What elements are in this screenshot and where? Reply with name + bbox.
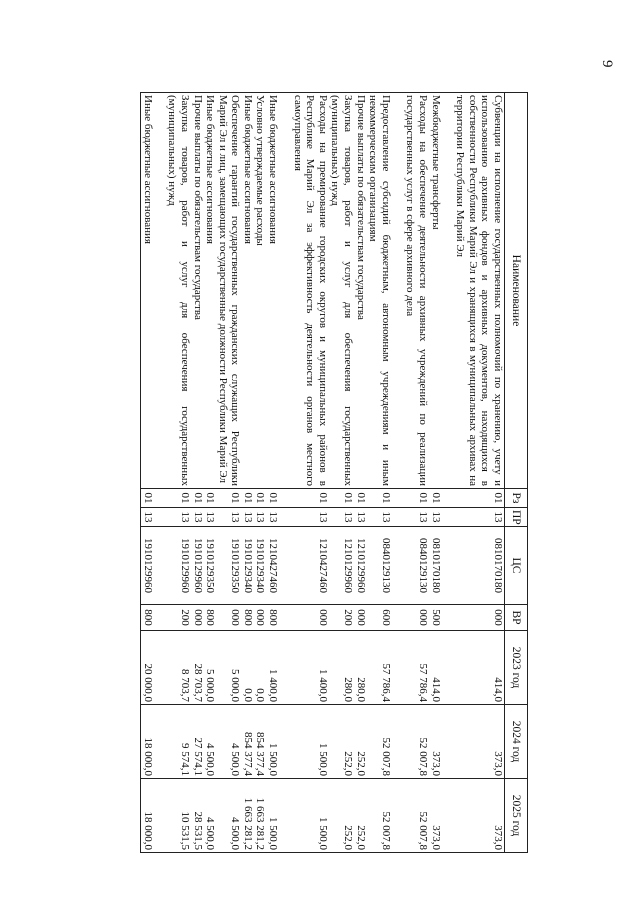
spacer-cell <box>392 631 404 705</box>
row-cs: 1210129960 <box>354 527 367 605</box>
row-pr: 13 <box>166 508 191 527</box>
row-value-2023: 414,0 <box>454 631 505 705</box>
row-name: Обеспечение гарантий государственных гражданских служащих Республики Марий Эл и лиц, замещающих государственные должности Республики Марий Эл <box>216 93 241 489</box>
row-spacer <box>279 93 291 853</box>
row-cs: 1910129350 <box>216 527 241 605</box>
row-value-2023: 1 400,0 <box>267 631 280 705</box>
header-vr: ВР <box>505 605 528 631</box>
row-vr: 000 <box>191 605 204 631</box>
row-value-2023: 57 786,4 <box>367 631 392 705</box>
row-value-2025: 1 500,0 <box>291 779 329 853</box>
spacer-cell <box>154 605 166 631</box>
spacer-cell <box>442 779 454 853</box>
spacer-cell <box>392 705 404 779</box>
row-value-2024: 18 000,0 <box>141 705 154 779</box>
spacer-cell <box>442 631 454 705</box>
table-row <box>216 93 241 853</box>
row-name: Прочие выплаты по обязательствам государства <box>191 93 204 489</box>
row-cs: 1910129960 <box>166 527 191 605</box>
row-cs: 0840129130 <box>367 527 392 605</box>
row-vr: 800 <box>267 605 280 631</box>
row-value-2025: 52 007,8 <box>404 779 429 853</box>
spacer-cell <box>279 93 291 489</box>
row-rz: 01 <box>454 489 505 508</box>
spacer-cell <box>442 527 454 605</box>
row-name: Предоставление субсидий бюджетным, автономным учреждениям и иным некоммерческим организациям <box>367 93 392 489</box>
row-value-2024: 373,0 <box>429 705 442 779</box>
row-pr: 13 <box>241 508 254 527</box>
row-name: Иные бюджетные ассигнования <box>204 93 217 489</box>
budget-table <box>140 92 528 853</box>
row-cs: 1910129350 <box>204 527 217 605</box>
rotated-table-container <box>111 92 528 852</box>
row-value-2024: 4 500,0 <box>204 705 217 779</box>
table-row <box>141 93 154 853</box>
row-value-2023: 280,0 <box>354 631 367 705</box>
row-vr: 500 <box>429 605 442 631</box>
row-value-2023: 1 400,0 <box>291 631 329 705</box>
table-body <box>141 93 505 853</box>
row-rz: 01 <box>354 489 367 508</box>
row-pr: 13 <box>191 508 204 527</box>
row-vr: 000 <box>354 605 367 631</box>
table-row <box>267 93 280 853</box>
row-value-2025: 10 531,5 <box>166 779 191 853</box>
row-cs: 1910129960 <box>191 527 204 605</box>
table-row <box>429 93 442 853</box>
spacer-cell <box>154 705 166 779</box>
row-value-2024: 373,0 <box>454 705 505 779</box>
row-pr: 13 <box>429 508 442 527</box>
row-pr: 13 <box>329 508 354 527</box>
table-row <box>329 93 354 853</box>
row-name: Расходы на обеспечение деятельности архивных учреждений по реализации государственных услуг в сфере архивного дела <box>404 93 429 489</box>
table-row <box>241 93 254 853</box>
row-value-2025: 28 531,5 <box>191 779 204 853</box>
spacer-cell <box>154 779 166 853</box>
row-value-2024: 27 574,1 <box>191 705 204 779</box>
row-rz: 01 <box>241 489 254 508</box>
spacer-cell <box>154 93 166 489</box>
row-cs: 1910129340 <box>241 527 254 605</box>
spacer-cell <box>279 779 291 853</box>
row-rz: 01 <box>329 489 354 508</box>
row-name: Закупка товаров, работ и услуг для обеспечения государственных (муниципальных) нужд <box>329 93 354 489</box>
table-row <box>191 93 204 853</box>
spacer-cell <box>442 93 454 489</box>
row-cs: 1210427460 <box>267 527 280 605</box>
row-cs: 1910129960 <box>141 527 154 605</box>
row-rz: 01 <box>204 489 217 508</box>
spacer-cell <box>392 93 404 489</box>
row-value-2025: 373,0 <box>429 779 442 853</box>
row-pr: 13 <box>354 508 367 527</box>
table-header-row <box>505 93 528 853</box>
row-value-2024: 252,0 <box>329 705 354 779</box>
row-vr: 800 <box>141 605 154 631</box>
header-rz: Рз <box>505 489 528 508</box>
row-value-2024: 1 500,0 <box>267 705 280 779</box>
row-rz: 01 <box>291 489 329 508</box>
row-rz: 01 <box>191 489 204 508</box>
row-rz: 01 <box>216 489 241 508</box>
row-value-2023: 5 000,0 <box>216 631 241 705</box>
table-row <box>404 93 429 853</box>
table-row <box>204 93 217 853</box>
row-value-2025: 373,0 <box>454 779 505 853</box>
row-spacer <box>392 93 404 853</box>
row-pr: 13 <box>454 508 505 527</box>
row-name: Условно утверждаемые расходы <box>254 93 267 489</box>
spacer-cell <box>279 631 291 705</box>
spacer-cell <box>279 508 291 527</box>
row-name: Межбюджетные трансферты <box>429 93 442 489</box>
row-pr: 13 <box>367 508 392 527</box>
row-cs: 1910129340 <box>254 527 267 605</box>
spacer-cell <box>279 527 291 605</box>
row-spacer <box>154 93 166 853</box>
row-value-2024: 9 574,1 <box>166 705 191 779</box>
spacer-cell <box>442 705 454 779</box>
row-value-2024: 854 377,4 <box>241 705 254 779</box>
row-value-2024: 252,0 <box>354 705 367 779</box>
row-pr: 13 <box>204 508 217 527</box>
row-name: Субвенции на исполнение государственных полномочий по хранению, учету и использованию архивных фондов и архивных документов, находящихся в собственности Республики Марий Эл и хранящихся в муниципальных архивах на территории Республики Марий Эл <box>454 93 505 489</box>
row-vr: 800 <box>204 605 217 631</box>
row-value-2025: 4 500,0 <box>216 779 241 853</box>
row-rz: 01 <box>267 489 280 508</box>
row-rz: 01 <box>166 489 191 508</box>
row-vr: 200 <box>166 605 191 631</box>
header-2024: 2024 год <box>505 705 528 779</box>
spacer-cell <box>154 527 166 605</box>
row-vr: 000 <box>291 605 329 631</box>
row-vr: 000 <box>216 605 241 631</box>
row-value-2025: 18 000,0 <box>141 779 154 853</box>
table-row <box>166 93 191 853</box>
row-vr: 200 <box>329 605 354 631</box>
row-value-2024: 1 500,0 <box>291 705 329 779</box>
spacer-cell <box>392 508 404 527</box>
row-cs: 1210427460 <box>291 527 329 605</box>
table-row <box>354 93 367 853</box>
header-cs: ЦС <box>505 527 528 605</box>
row-value-2025: 252,0 <box>354 779 367 853</box>
table-row <box>367 93 392 853</box>
row-value-2023: 57 786,4 <box>404 631 429 705</box>
table-row <box>291 93 329 853</box>
row-vr: 000 <box>254 605 267 631</box>
row-value-2023: 5 000,0 <box>204 631 217 705</box>
row-name: Иные бюджетные ассигнования <box>267 93 280 489</box>
header-2023: 2023 год <box>505 631 528 705</box>
row-vr: 000 <box>404 605 429 631</box>
row-pr: 13 <box>404 508 429 527</box>
row-value-2025: 1 500,0 <box>267 779 280 853</box>
row-pr: 13 <box>254 508 267 527</box>
row-rz: 01 <box>254 489 267 508</box>
row-value-2024: 854 377,4 <box>254 705 267 779</box>
spacer-cell <box>442 489 454 508</box>
row-value-2023: 280,0 <box>329 631 354 705</box>
row-value-2023: 8 703,7 <box>166 631 191 705</box>
row-vr: 000 <box>454 605 505 631</box>
row-value-2023: 0,0 <box>241 631 254 705</box>
row-value-2025: 252,0 <box>329 779 354 853</box>
header-2025: 2025 год <box>505 779 528 853</box>
row-name: Расходы на премирование городских округов и муниципальных районов в Республике Марий Эл за эффективность деятельности органов местного самоуправления <box>291 93 329 489</box>
row-value-2025: 1 663 281,2 <box>241 779 254 853</box>
spacer-cell <box>392 527 404 605</box>
row-value-2023: 0,0 <box>254 631 267 705</box>
spacer-cell <box>392 605 404 631</box>
row-spacer <box>442 93 454 853</box>
spacer-cell <box>154 489 166 508</box>
row-value-2023: 28 703,7 <box>191 631 204 705</box>
spacer-cell <box>442 508 454 527</box>
row-pr: 13 <box>216 508 241 527</box>
row-rz: 01 <box>367 489 392 508</box>
row-rz: 01 <box>404 489 429 508</box>
row-pr: 13 <box>267 508 280 527</box>
spacer-cell <box>154 631 166 705</box>
row-name: Прочие выплаты по обязательствам государства <box>354 93 367 489</box>
spacer-cell <box>279 489 291 508</box>
table-row <box>454 93 505 853</box>
page-number: 9 <box>599 60 615 68</box>
row-name: Закупка товаров, работ и услуг для обеспечения государственных (муниципальных) нужд <box>166 93 191 489</box>
row-value-2025: 1 663 281,2 <box>254 779 267 853</box>
header-name: Наименование <box>505 93 528 489</box>
row-value-2024: 4 500,0 <box>216 705 241 779</box>
row-cs: 0810170180 <box>454 527 505 605</box>
row-pr: 13 <box>291 508 329 527</box>
spacer-cell <box>154 508 166 527</box>
header-pr: ПР <box>505 508 528 527</box>
row-value-2024: 52 007,8 <box>404 705 429 779</box>
row-rz: 01 <box>429 489 442 508</box>
spacer-cell <box>279 605 291 631</box>
row-value-2025: 4 500,0 <box>204 779 217 853</box>
table-row <box>254 93 267 853</box>
spacer-cell <box>392 489 404 508</box>
row-value-2023: 414,0 <box>429 631 442 705</box>
spacer-cell <box>392 779 404 853</box>
spacer-cell <box>279 705 291 779</box>
row-pr: 13 <box>141 508 154 527</box>
row-vr: 600 <box>367 605 392 631</box>
spacer-cell <box>442 605 454 631</box>
row-name: Иные бюджетные ассигнования <box>241 93 254 489</box>
row-cs: 1210129960 <box>329 527 354 605</box>
row-value-2025: 52 007,8 <box>367 779 392 853</box>
row-rz: 01 <box>141 489 154 508</box>
row-cs: 0840129130 <box>404 527 429 605</box>
row-value-2023: 20 000,0 <box>141 631 154 705</box>
row-vr: 800 <box>241 605 254 631</box>
row-value-2024: 52 007,8 <box>367 705 392 779</box>
row-cs: 0810170180 <box>429 527 442 605</box>
row-name: Иные бюджетные ассигнования <box>141 93 154 489</box>
